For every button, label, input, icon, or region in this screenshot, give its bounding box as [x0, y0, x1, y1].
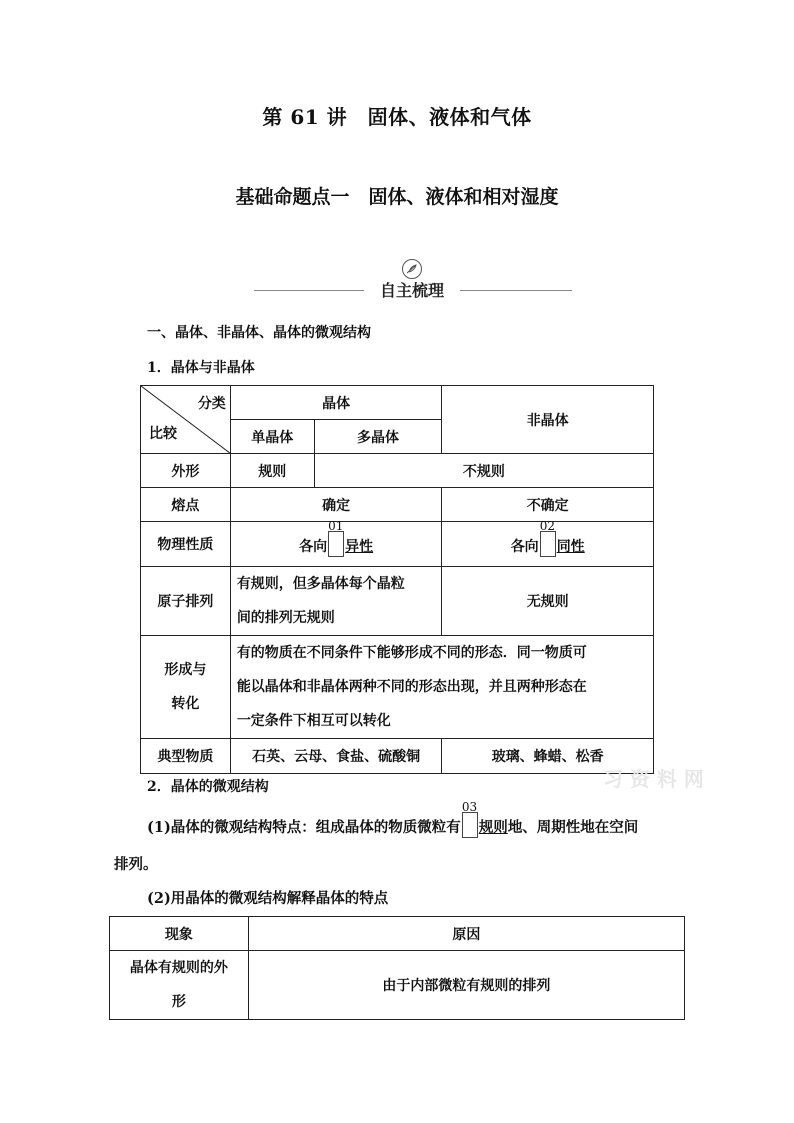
- row-label-physical: 物理性质: [141, 522, 231, 567]
- row-label-melting: 熔点: [141, 488, 231, 522]
- paragraph-micro-features: [147, 800, 639, 838]
- cell-reason-1: 由于内部微粒有规则的排列: [248, 951, 684, 1020]
- answer-box-03: [461, 800, 478, 838]
- answer-box-02: [539, 519, 556, 557]
- cell-phenomenon-1: [110, 951, 249, 1020]
- phenomenon-1-line1: 晶体有规则的外: [129, 960, 228, 976]
- physical-crystal-pre: 各向: [299, 539, 328, 555]
- answer-box-01: [328, 519, 344, 557]
- header-poly-crystal: 多晶体: [314, 420, 442, 454]
- cell-physical-crystal: [230, 519, 442, 567]
- para1-pre: (1)晶体的微观结构特点：组成晶体的物质微粒有: [147, 819, 461, 836]
- answer-text-02: 同性: [556, 539, 585, 555]
- lecture-title: 第 61 讲 固体、液体和气体: [262, 105, 532, 129]
- cell-physical-amorphous: [442, 519, 654, 567]
- header-single-crystal: 单晶体: [230, 420, 314, 454]
- physical-amorphous-pre: 各向: [510, 539, 539, 555]
- cell-atoms-crystal: [230, 567, 442, 636]
- divider-right: [460, 290, 572, 291]
- answer-text-03: 规则: [478, 819, 508, 836]
- transform-label-line2: 转化: [171, 696, 200, 712]
- transform-line1: 有的物质在不同条件下能够形成不同的形态．同一物质可: [236, 645, 587, 661]
- answer-text-01: 异性: [345, 539, 374, 555]
- corner-top-label: 分类: [197, 396, 226, 412]
- corner-bottom-label: 比较: [149, 426, 177, 442]
- cell-atoms-amorphous: 无规则: [442, 567, 654, 636]
- section-title: 基础命题点一 固体、液体和相对湿度: [235, 186, 559, 208]
- cell-typical-amorphous: 玻璃、蜂蜡、松香: [442, 739, 654, 774]
- atoms-crystal-line1: 有规则，但多晶体每个晶粒: [236, 576, 405, 592]
- heading-crystal-vs-amorphous: 1．晶体与非晶体: [147, 360, 255, 376]
- paragraph-explain: (2)用晶体的微观结构解释晶体的特点: [147, 890, 389, 907]
- cell-melting-crystal: 确定: [230, 488, 442, 522]
- header-reason: 原因: [248, 917, 684, 951]
- crystal-comparison-table: [140, 385, 654, 774]
- header-phenomenon: 现象: [110, 917, 249, 951]
- answer-number-03: 03: [461, 800, 478, 814]
- row-label-shape: 外形: [141, 454, 231, 488]
- para1-post: 地、周期性地在空间: [507, 819, 639, 836]
- cell-shape-single: 规则: [230, 454, 314, 488]
- answer-number-02: 02: [539, 519, 555, 533]
- transform-label-line1: 形成与: [164, 662, 207, 678]
- answer-number-01: 01: [328, 519, 344, 533]
- header-amorphous: 非晶体: [442, 386, 654, 454]
- row-label-transform: [141, 636, 231, 739]
- transform-line3: 一定条件下相互可以转化: [236, 713, 391, 729]
- row-label-typical: 典型物质: [141, 739, 231, 774]
- heading-crystal-structure: 一、晶体、非晶体、晶体的微观结构: [147, 325, 371, 341]
- atoms-crystal-line2: 间的排列无规则: [236, 610, 335, 626]
- cell-transform: [230, 636, 653, 739]
- cell-shape-rest: 不规则: [314, 454, 653, 488]
- corner-cell: [141, 386, 231, 454]
- transform-line2: 能以晶体和非晶体两种不同的形态出现，并且两种形态在: [236, 679, 587, 695]
- phenomenon-reason-table: [109, 916, 685, 1020]
- phenomenon-1-line2: 形: [171, 994, 186, 1010]
- divider-left: [254, 290, 364, 291]
- cell-typical-crystal: 石英、云母、食盐、硫酸铜: [230, 739, 442, 774]
- row-label-atoms: 原子排列: [141, 567, 231, 636]
- section-label: 自主梳理: [379, 281, 444, 300]
- heading-micro-structure: 2．晶体的微观结构: [147, 779, 269, 795]
- header-crystal: 晶体: [230, 386, 442, 420]
- cell-melting-amorphous: 不确定: [442, 488, 654, 522]
- paragraph-micro-features-cont: 排列。: [114, 856, 158, 873]
- watermark-text: 习 资 料 网: [603, 767, 704, 791]
- leaf-icon: [401, 258, 423, 280]
